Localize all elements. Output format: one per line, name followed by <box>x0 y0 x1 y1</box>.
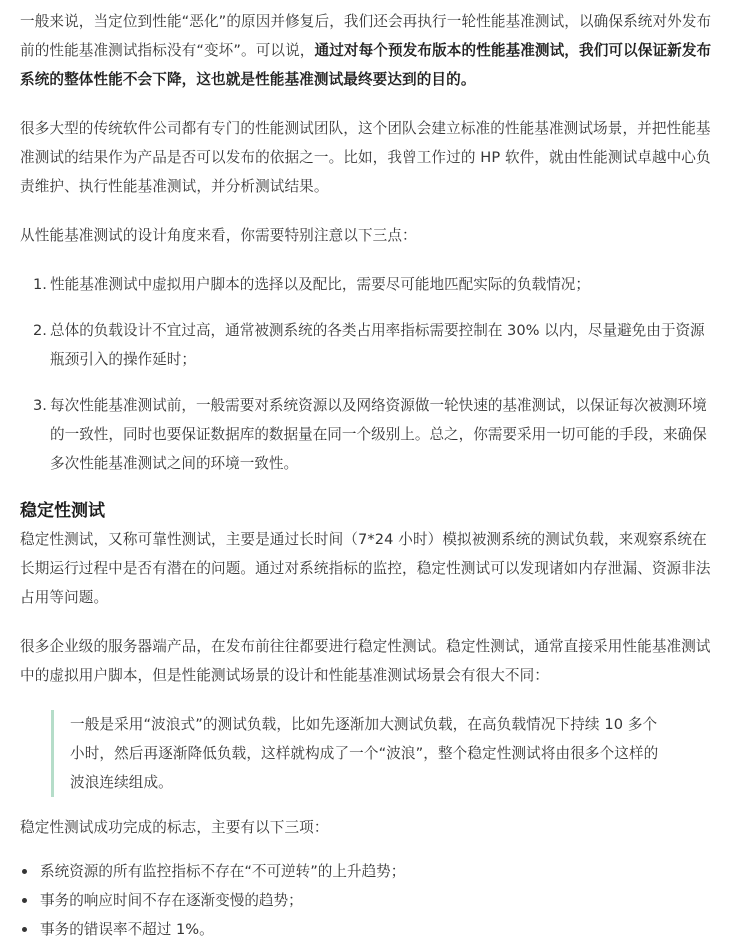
blockquote-wave-load <box>51 710 670 797</box>
list-item <box>40 915 712 944</box>
list-item-text: 总体的负载设计不宜过高，通常被测系统的各类占用率指标需要控制在 30% 以内，尽量避免由于资源瓶颈引入的操作延时； <box>50 322 705 368</box>
bullet-list-success-criteria <box>20 857 712 944</box>
paragraph-stability-enterprise: 很多企业级的服务器端产品，在发布前往往都要进行稳定性测试。稳定性测试，通常直接采用性能基准测试中的虚拟用户脚本，但是性能测试场景的设计和性能基准测试场景会有很大不同： <box>20 638 711 684</box>
ordered-list-design-points <box>20 270 712 478</box>
list-item-text: 系统资源的所有监控指标不存在“不可逆转”的上升趋势； <box>40 863 406 880</box>
list-item <box>33 316 712 374</box>
list-item <box>40 886 712 915</box>
list-number: 3. <box>33 397 47 414</box>
section-heading-stability-test: 稳定性测试 <box>20 501 105 521</box>
list-item-text: 每次性能基准测试前，一般需要对系统资源以及网络资源做一轮快速的基准测试，以保证每次被测环境的一致性，同时也要保证数据库的数据量在同一个级别上。总之，你需要采用一切可能的手段，来确保多次性能基准测试之间的环境一致性。 <box>50 397 707 472</box>
list-item-text: 性能基准测试中虚拟用户脚本的选择以及配比，需要尽可能地匹配实际的负载情况； <box>50 276 590 293</box>
paragraph-design-points-intro: 从性能基准测试的设计角度来看，你需要特别注意以下三点： <box>20 227 417 244</box>
bullet-dot-icon <box>22 927 27 932</box>
quote-text: 一般是采用“波浪式”的测试负载，比如先逐渐加大测试负载，在高负载情况下持续 10 多个小时，然后再逐渐降低负载，这样就构成了一个“波浪”，整个稳定性测试将由很多个这样的波浪连续组成。 <box>70 716 659 791</box>
list-item <box>33 270 712 299</box>
paragraph-stability-definition: 稳定性测试，又称可靠性测试，主要是通过长时间（7*24 小时）模拟被测系统的测试负载，来观察系统在长期运行过程中是否有潜在的问题。通过对系统指标的监控，稳定性测试可以发现诸如内存泄漏、资源非法占用等问题。 <box>20 531 711 606</box>
list-item <box>33 391 712 478</box>
list-item-text: 事务的响应时间不存在逐渐变慢的趋势； <box>40 892 303 909</box>
list-item-text: 事务的错误率不超过 1%。 <box>40 921 214 938</box>
bullet-dot-icon <box>22 898 27 903</box>
paragraph-benchmark-purpose <box>20 0 712 94</box>
list-number: 2. <box>33 322 47 339</box>
paragraph-performance-team: 很多大型的传统软件公司都有专门的性能测试团队，这个团队会建立标准的性能基准测试场景，并把性能基准测试的结果作为产品是否可以发布的依据之一。比如，我曾工作过的 HP 软件，就由性能测试卓越中心负责维护、执行性能基准测试，并分析测试结果。 <box>20 120 711 195</box>
list-number: 1. <box>33 276 47 293</box>
list-item <box>40 857 712 886</box>
bullet-dot-icon <box>22 869 27 874</box>
bold-emphasis: 通过对每个预发布版本的性能基准测试，我们可以保证新发布系统的整体性能不会下降，这也就是性能基准测试最终要达到的目的。 <box>20 42 712 88</box>
paragraph-success-criteria-intro: 稳定性测试成功完成的标志，主要有以下三项： <box>20 819 329 836</box>
paragraph-text: 一般来说，当定位到性能“恶化”的原因并修复后，我们还会再执行一轮性能基准测试，以确保系统对外发布前的性能基准测试指标没有“变坏”。可以说， <box>20 13 712 59</box>
